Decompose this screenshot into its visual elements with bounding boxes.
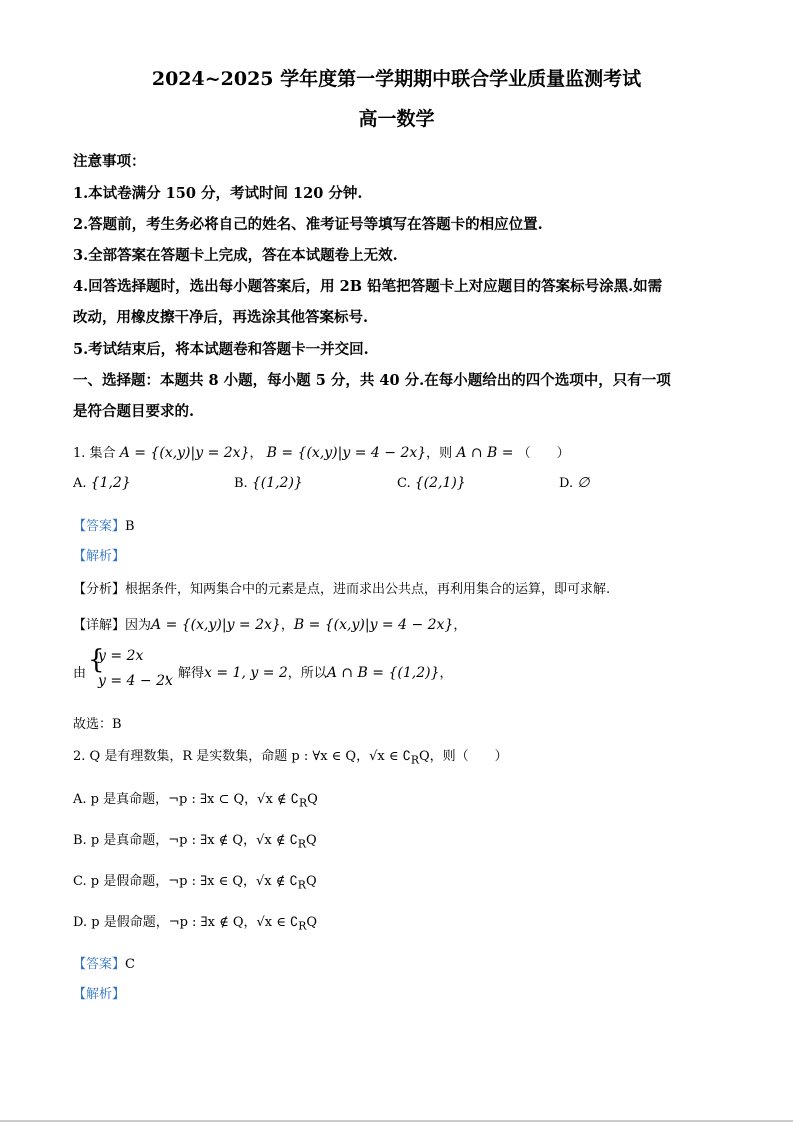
notice-item: 3.全部答案在答题卡上完成，答在本试题卷上无效. <box>73 247 398 264</box>
q2-option-tail: Q <box>306 915 318 930</box>
q1-end: ， <box>439 666 453 681</box>
q2-option-tail: Q <box>305 874 317 889</box>
notice-item: 4.回答选择题时，选出每小题答案后，用 2B 铅笔把答题卡上对应题目的答案标号涂黑.如需 <box>73 278 663 295</box>
section-heading-line2: 是符合题目要求的. <box>73 403 195 420</box>
q2-option-label: C. <box>73 874 87 889</box>
analysis-tag: 【解析】 <box>73 549 126 564</box>
q2-option-c <box>73 870 317 892</box>
q2-option-text: p 是假命题，¬p : ∃x ∉ Q，√x ∈ ∁ <box>91 915 299 930</box>
q2-option-sub: R <box>297 878 306 892</box>
q2-stem <box>73 745 508 767</box>
q1-paren: （ ） <box>517 446 570 461</box>
q1-solve <box>165 662 453 681</box>
q1-analysis-tag <box>73 545 125 564</box>
q2-option-label: D. <box>73 915 88 930</box>
q2-stem-text: 2. Q 是有理数集，R 是实数集，命题 p : ∀x ∈ Q，√x ∈ ∁ <box>73 749 411 764</box>
q2-option-sub: R <box>297 837 307 851</box>
answer-tag: 【答案】 <box>73 519 126 534</box>
q1-solve-text: ，解得 <box>165 666 205 681</box>
q2-option-a <box>73 788 318 810</box>
q1-so-values: A ∩ B = {(1,2)} <box>326 665 440 681</box>
q2-option-tail: Q <box>306 833 317 848</box>
q1-system-eq2: y = 4 − 2x <box>98 673 173 689</box>
q2-option-b <box>73 829 317 851</box>
q1-option-b <box>234 475 303 491</box>
q1-detail-set-a: A = {(x,y)|y = 2x} <box>151 617 281 633</box>
q2-answer <box>73 953 135 972</box>
notice-item: 1.本试卷满分 150 分，考试时间 120 分钟. <box>73 185 363 202</box>
section-heading-line1: 一、选择题：本题共 8 小题，每小题 5 分，共 40 分.在每小题给出的四个选项中，只有一项 <box>73 372 671 389</box>
q2-option-sub: R <box>298 919 307 933</box>
q2-analysis-tag <box>73 983 125 1002</box>
analysis-tag: 【解析】 <box>73 987 126 1002</box>
q2-option-text: p 是假命题，¬p : ∃x ∈ Q，√x ∉ ∁ <box>90 874 298 889</box>
q2-stem-sub: R <box>410 753 419 767</box>
q1-stem <box>73 442 570 461</box>
q1-expr: A ∩ B = <box>456 445 514 461</box>
q1-sep: ， <box>249 446 263 461</box>
q1-choose: 故选：B <box>73 717 122 732</box>
q1-detail-prefix: 因为 <box>125 618 152 633</box>
q1-system-eq1: y = 2x <box>98 648 144 664</box>
q1-stem-suffix: ，则 <box>426 446 453 461</box>
q1-fenxi-text: 根据条件，知两集合中的元素是点，进而求出公共点，再利用集合的运算，即可求解. <box>125 582 611 597</box>
q1-option-d <box>559 475 589 491</box>
q1-detail <box>73 614 466 633</box>
q1-option-text: {1,2} <box>90 475 131 491</box>
q2-option-label: A. <box>73 792 87 807</box>
q2-answer-value: C <box>125 957 135 972</box>
exam-subject: 高一数学 <box>358 108 435 130</box>
exam-title: 2024~2025 学年度第一学期期中联合学业质量监测考试 <box>151 68 642 90</box>
q1-solve-values: x = 1, y = 2 <box>204 665 288 681</box>
q1-set-b: B = {(x,y)|y = 4 − 2x} <box>266 445 427 461</box>
q2-stem-end: Q，则（ ） <box>419 749 508 764</box>
q1-option-label: B. <box>234 476 248 491</box>
q1-option-text: ∅ <box>577 475 590 491</box>
q1-option-text: {(2,1)} <box>414 475 466 491</box>
fenxi-tag: 【分析】 <box>73 582 126 597</box>
q1-so-text: ，所以 <box>287 666 327 681</box>
q1-detail-sep: ， <box>453 618 467 633</box>
q1-stem-prefix: 1. 集合 <box>73 446 116 461</box>
notice-heading: 注意事项： <box>73 153 146 170</box>
q1-option-label: D. <box>559 476 574 491</box>
q2-option-tail: Q <box>307 792 318 807</box>
q1-answer <box>73 515 135 534</box>
q1-detail-sep: ， <box>280 618 294 633</box>
notice-item: 改动，用橡皮擦干净后，再选涂其他答案标号. <box>73 309 369 326</box>
q1-detail-set-b: B = {(x,y)|y = 4 − 2x} <box>293 617 454 633</box>
q2-option-label: B. <box>73 833 87 848</box>
q1-option-c <box>397 475 466 491</box>
q1-option-a <box>73 475 131 491</box>
q2-option-sub: R <box>298 796 308 810</box>
q1-by: 由 <box>73 666 87 681</box>
q1-option-text: {(1,2)} <box>251 475 303 491</box>
q2-option-text: p 是真命题，¬p : ∃x ⊂ Q，√x ∉ ∁ <box>90 792 299 807</box>
q1-fenxi <box>73 578 610 597</box>
detail-tag: 【详解】 <box>73 618 126 633</box>
q1-option-label: A. <box>73 476 87 491</box>
q1-system-brace: { <box>88 645 105 675</box>
q1-answer-value: B <box>125 519 135 534</box>
q2-option-text: p 是真命题，¬p : ∃x ∉ Q，√x ∉ ∁ <box>90 833 298 848</box>
answer-tag: 【答案】 <box>73 957 126 972</box>
q1-option-label: C. <box>397 476 411 491</box>
notice-item: 2.答题前，考生务必将自己的姓名、准考证号等填写在答题卡的相应位置. <box>73 216 543 233</box>
q2-option-d <box>73 911 317 933</box>
q1-set-a: A = {(x,y)|y = 2x} <box>119 445 250 461</box>
notice-item: 5.考试结束后，将本试题卷和答题卡一并交回. <box>73 341 369 358</box>
